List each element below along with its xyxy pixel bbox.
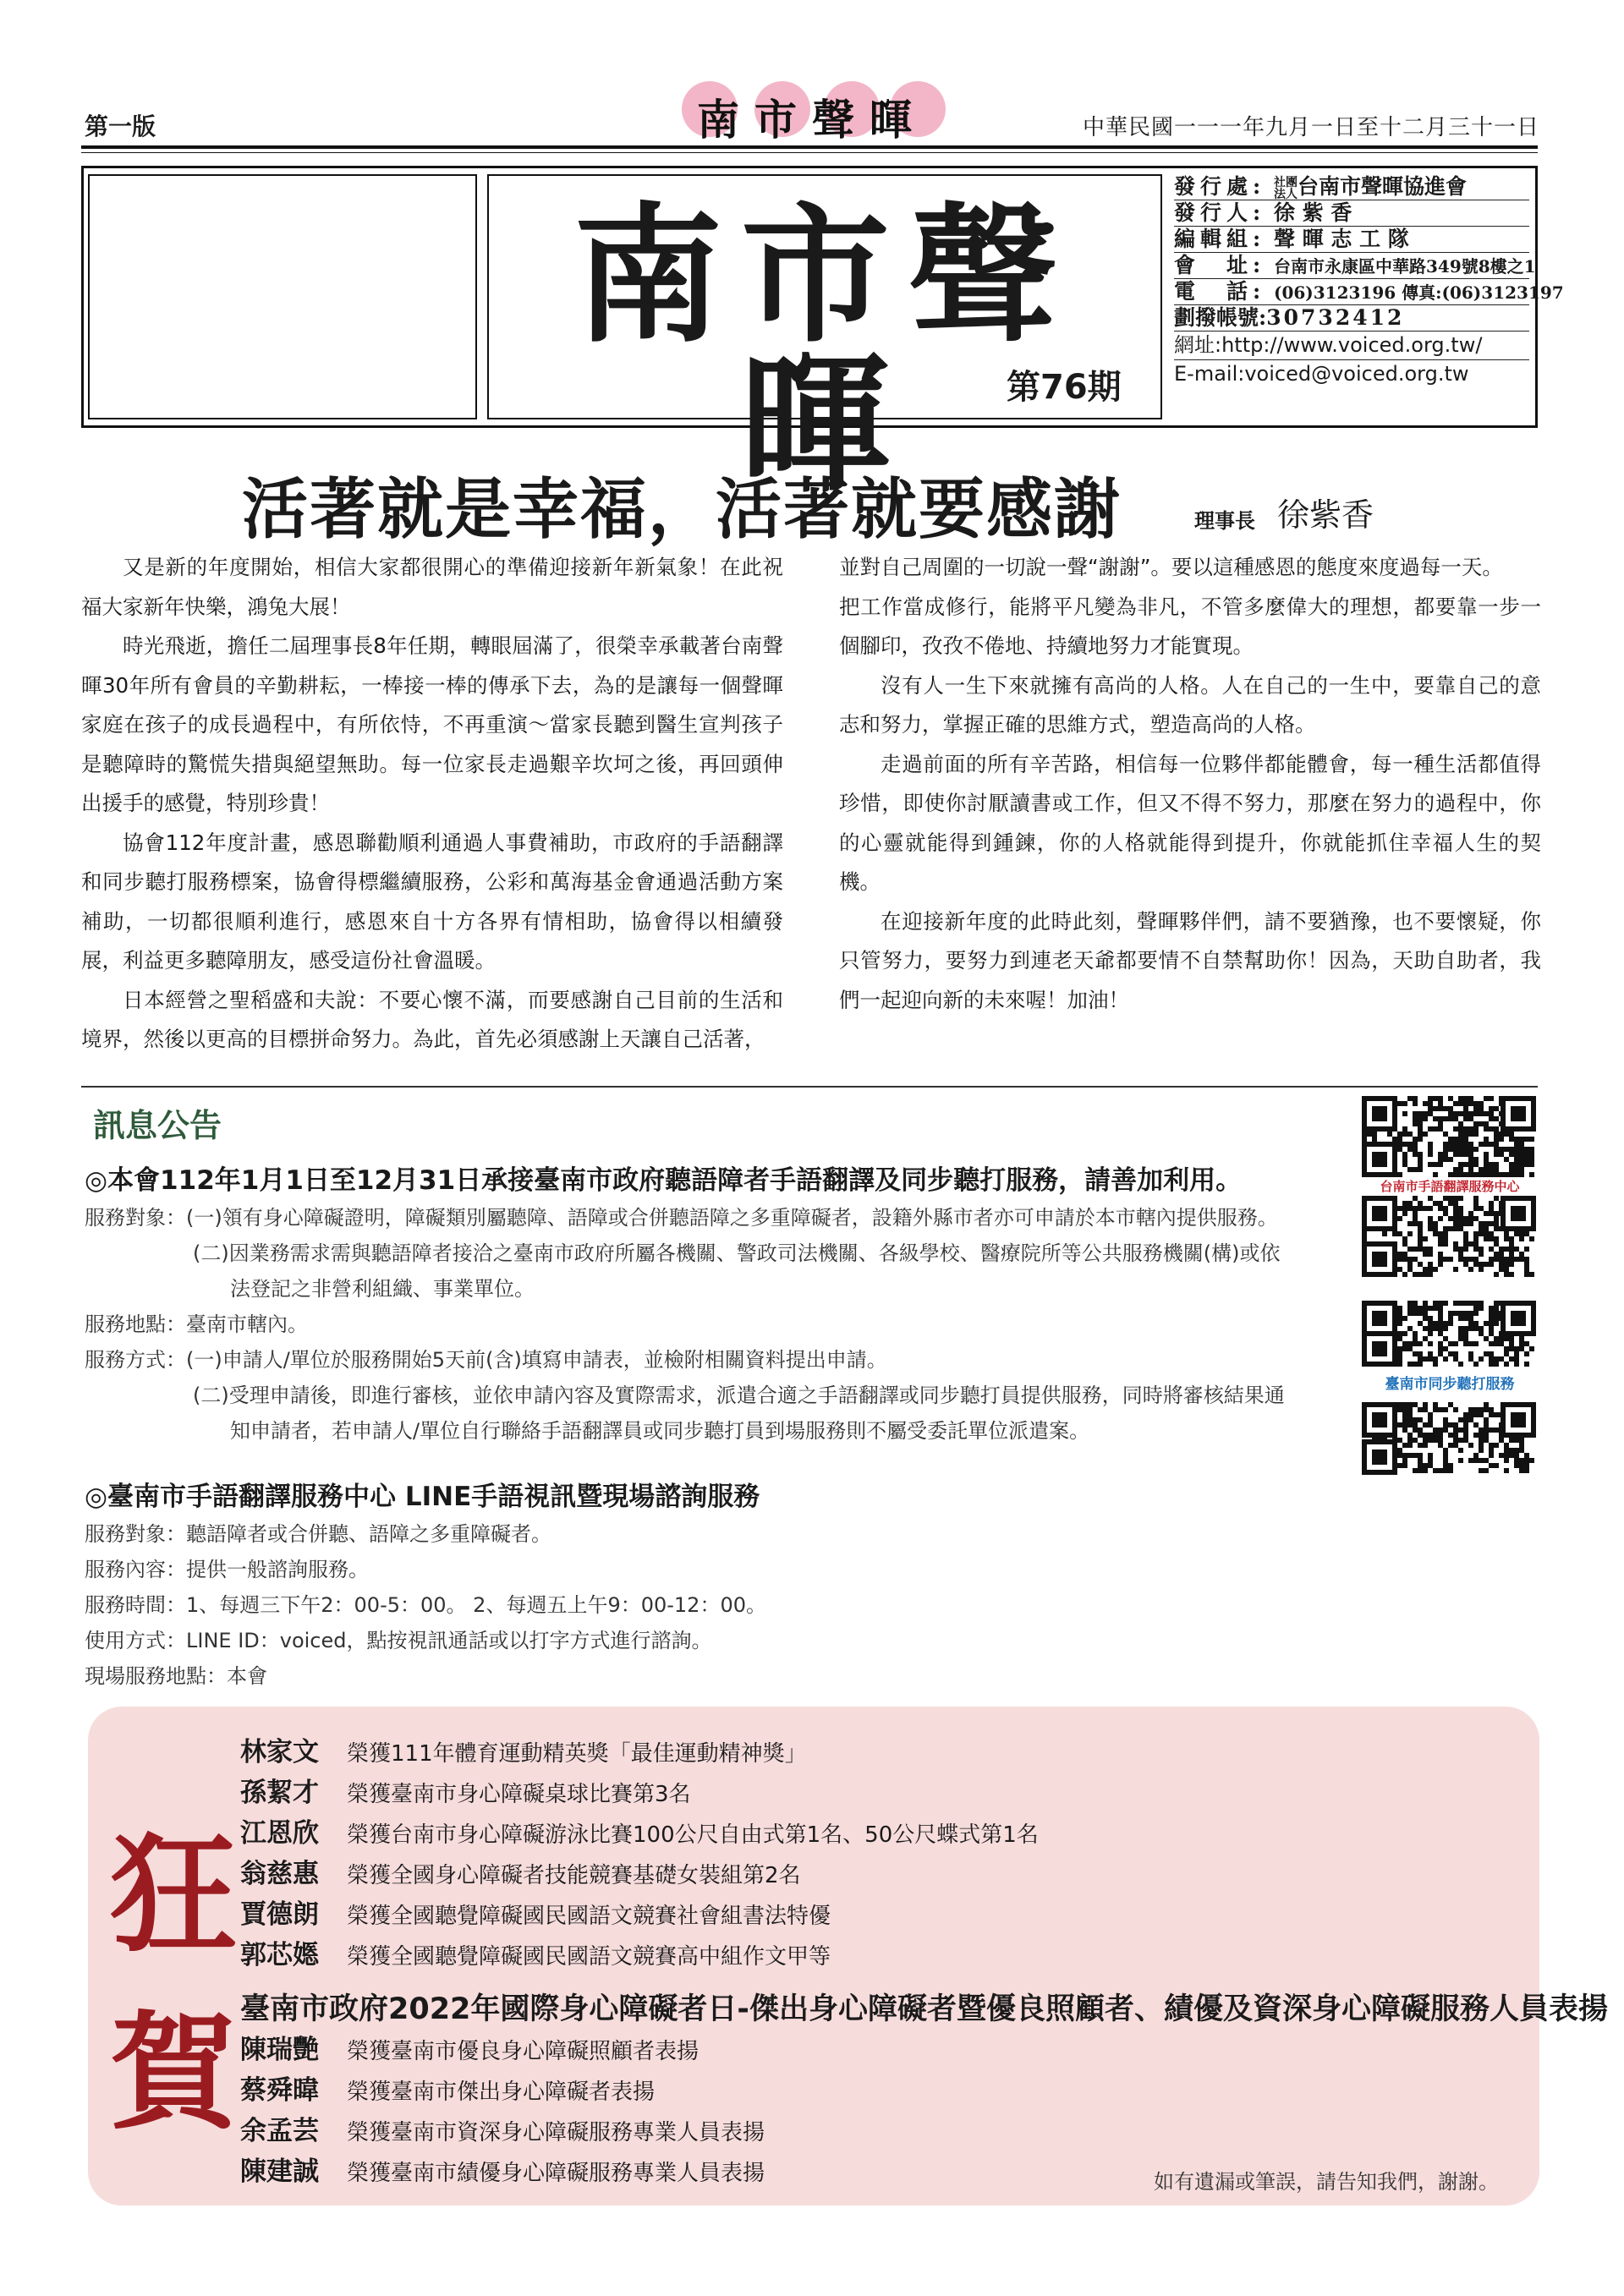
info-row-editor: 編輯組: 聲 暉 志 工 隊 — [1174, 227, 1529, 253]
info-row-publisher: 發行處: 社團法人台南市聲暉協進會 — [1174, 174, 1529, 200]
qr-code-icon[interactable] — [1362, 1196, 1536, 1280]
website-link[interactable]: 網址:http://www.voiced.org.tw/ — [1174, 332, 1529, 360]
correction-note: 如有遺漏或筆誤，請告知我們，謝謝。 — [1154, 2170, 1499, 2194]
qr-code-icon[interactable] — [1362, 1402, 1536, 1478]
article-column-left — [81, 548, 783, 1060]
issue-date-range: 中華民國一一一年九月一日至十二月三十一日 — [1082, 115, 1539, 140]
byline-role: 理事長 — [1194, 509, 1255, 533]
announcement-line: 知申請者，若申請人/單位自行聯絡手語翻譯員或同步聽打員到場服務則不屬受委託單位派遣案。 — [230, 1419, 1090, 1443]
award-row: 翁慈惠 榮獲全國身心障礙者技能競賽基礎女裝組第2名 — [240, 1859, 801, 1889]
paragraph: 日本經營之聖稻盛和夫說：不要心懷不滿，而要感謝自己目前的生活和境界，然後以更高的目標拼命努力。為此，首先必須感謝上天讓自己活著， — [81, 987, 783, 1051]
announcement-line: (二)因業務需求需與聽語障者接洽之臺南市政府所屬各機關、警政司法機關、各級學校、醫療院所等公共服務機關(構)或依 — [193, 1241, 1281, 1265]
email-link[interactable]: E-mail:voiced@voiced.org.tw — [1174, 362, 1469, 386]
header-rule — [81, 145, 1538, 149]
announcement-line: 現場服務地點：本會 — [85, 1664, 267, 1688]
award-row: 余孟芸 榮獲臺南市資深身心障礙服務專業人員表揚 — [240, 2116, 765, 2146]
announcement-line: 服務對象：(一)領有身心障礙證明，障礙類別屬聽障、語障或合併聽語障之多重障礙者，設籍外縣市者亦可申請於本市轄內提供服務。 — [85, 1206, 1278, 1230]
congrats-char: 狂 — [110, 1821, 238, 1970]
section-title: 訊息公告 — [93, 1107, 222, 1144]
issue-number: 第76期 — [1007, 368, 1122, 407]
article-column-right — [839, 548, 1541, 1020]
qr-code-pattern — [1362, 1301, 1536, 1367]
info-row-address: 會 址: 台南市永康區中華路349號8樓之1 — [1174, 253, 1536, 277]
article-headline: 活著就是幸福，活著就要感謝 — [242, 472, 1122, 548]
announcement-line: 法登記之非營利組織、事業單位。 — [230, 1277, 535, 1301]
announcement-heading: ◎本會112年1月1日至12月31日承接臺南市政府聽語障者手語翻譯及同步聽打服務，請善加利用。 — [85, 1165, 1243, 1196]
qr-code-icon[interactable] — [1362, 1301, 1536, 1370]
announcement-line: 服務地點：臺南市轄內。 — [85, 1312, 308, 1336]
byline-name: 徐紫香 — [1277, 496, 1374, 534]
info-row-issuer: 發行人: 徐 紫 香 — [1174, 200, 1529, 227]
header-rule-thin — [81, 152, 1538, 153]
newspaper-title: 南市聲暉 — [573, 188, 1076, 512]
award-row: 陳建誠 榮獲臺南市績優身心障礙服務專業人員表揚 — [240, 2156, 765, 2187]
award-row: 孫絜才 榮獲臺南市身心障礙桌球比賽第3名 — [240, 1778, 691, 1808]
paragraph: 把工作當成修行，能將平凡變為非凡，不管多麼偉大的理想，都要靠一步一個腳印，孜孜不倦地、持續地努力才能實現。 — [839, 594, 1541, 658]
qr-code-pattern — [1362, 1096, 1536, 1177]
announcement-line: 使用方式：LINE ID：voiced，點按視訊通話或以打字方式進行諮詢。 — [85, 1629, 712, 1652]
qr-code-icon[interactable] — [1362, 1096, 1536, 1181]
announcement-heading-2: ◎臺南市手語翻譯服務中心 LINE手語視訊暨現場諮詢服務 — [85, 1482, 760, 1512]
congrats-char: 賀 — [110, 1998, 238, 2147]
qr-label: 台南市手語翻譯服務中心 — [1380, 1179, 1520, 1194]
info-row-account: 劃撥帳號:30732412 — [1174, 305, 1529, 332]
banner-text: 南市聲暉 — [697, 95, 927, 145]
masthead-image-box — [88, 174, 477, 419]
edition-label: 第一版 — [85, 112, 156, 140]
qr-code-pattern — [1362, 1196, 1536, 1277]
banner-logo — [677, 81, 947, 145]
award-row: 陳瑞艷 榮獲臺南市優良身心障礙照顧者表揚 — [240, 2035, 700, 2065]
award-row: 江恩欣 榮獲台南市身心障礙游泳比賽100公尺自由式第1名、50公尺蝶式第1名 — [240, 1818, 1039, 1849]
award-row: 賈德朗 榮獲全國聽覺障礙國民國語文競賽社會組書法特優 — [240, 1899, 831, 1930]
paragraph: 協會112年度計畫，感恩聯勸順利通過人事費補助，市政府的手語翻譯和同步聽打服務標案，協會得標繼續服務，公彩和萬海基金會通過活動方案補助，一切都很順利進行，感恩來自十方各界有情相助，協會得以相續發展，利益更多聽障朋友，感受這份社會溫暖。 — [81, 830, 783, 973]
qr-label: 臺南市同步聽打服務 — [1385, 1376, 1515, 1393]
org-type-tag: 社團法人 — [1274, 175, 1298, 201]
qr-code-pattern — [1362, 1402, 1536, 1475]
paragraph: 在迎接新年度的此時此刻，聲暉夥伴們，請不要猶豫，也不要懷疑，你只管努力，要努力到連老天爺都要情不自禁幫助你！因為，天助自助者，我們一起迎向新的未來喔！加油！ — [839, 908, 1541, 1012]
award-row: 蔡舜暐 榮獲臺南市傑出身心障礙者表揚 — [240, 2075, 656, 2106]
paragraph: 時光飛逝，擔任二屆理事長8年任期，轉眼屆滿了，很榮幸承載著台南聲暉30年所有會員的辛勤耕耘，一棒接一棒的傳承下去，為的是讓每一個聲暉家庭在孩子的成長過程中，有所依恃，不再重演～當家長聽到醫生宣判孩子是聽障時的驚慌失措與絕望無助。每一位家長走過艱辛坎坷之後，再回頭伸出援手的感覺，特別珍貴！ — [81, 633, 783, 815]
announcement-line: (二)受理申請後，即進行審核，並依申請內容及實際需求，派遣合適之手語翻譯或同步聽打員提供服務，同時將審核結果通 — [193, 1384, 1285, 1407]
announcement-line: 服務方式：(一)申請人/單位於服務開始5天前(含)填寫申請表，並檢附相關資料提出申請。 — [85, 1348, 887, 1372]
paragraph: 走過前面的所有辛苦路，相信每一位夥伴都能體會，每一種生活都值得珍惜，即使你討厭讀書或工作，但又不得不努力，那麼在努力的過程中，你的心靈就能得到鍾鍊，你的人格就能得到提升，你就能抓住幸福人生的契機。 — [839, 751, 1541, 894]
section-divider — [81, 1086, 1538, 1088]
award-event-title: 臺南市政府2022年國際身心障礙者日-傑出身心障礙者暨優良照顧者、績優及資深身心障礙服務人員表揚 — [240, 1992, 1608, 2026]
announcement-line: 服務時間：1、每週三下午2：00-5：00。 2、每週五上午9：00-12：00。 — [85, 1593, 766, 1617]
award-row: 林家文 榮獲111年體育運動精英獎「最佳運動精神獎」 — [240, 1737, 807, 1767]
paragraph: 沒有人一生下來就擁有高尚的人格。人在自己的一生中，要靠自己的意志和努力，掌握正確的思維方式，塑造高尚的人格。 — [839, 672, 1541, 737]
paragraph: 並對自己周圍的一切說一聲“謝謝”。要以這種感恩的態度來度過每一天。 — [839, 555, 1503, 579]
info-row-phone: 電 話: (06)3123196 傳真:(06)3123197 — [1174, 279, 1564, 304]
announcement-line: 服務對象：聽語障者或合併聽、語障之多重障礙者。 — [85, 1522, 551, 1546]
paragraph: 又是新的年度開始，相信大家都很開心的準備迎接新年新氣象！在此祝福大家新年快樂，鴻兔大展！ — [81, 555, 783, 619]
award-row: 郭芯嫕 榮獲全國聽覺障礙國民國語文競賽高中組作文甲等 — [240, 1940, 831, 1970]
announcement-line: 服務內容：提供一般諮詢服務。 — [85, 1558, 369, 1581]
publisher-info — [1174, 174, 1564, 388]
